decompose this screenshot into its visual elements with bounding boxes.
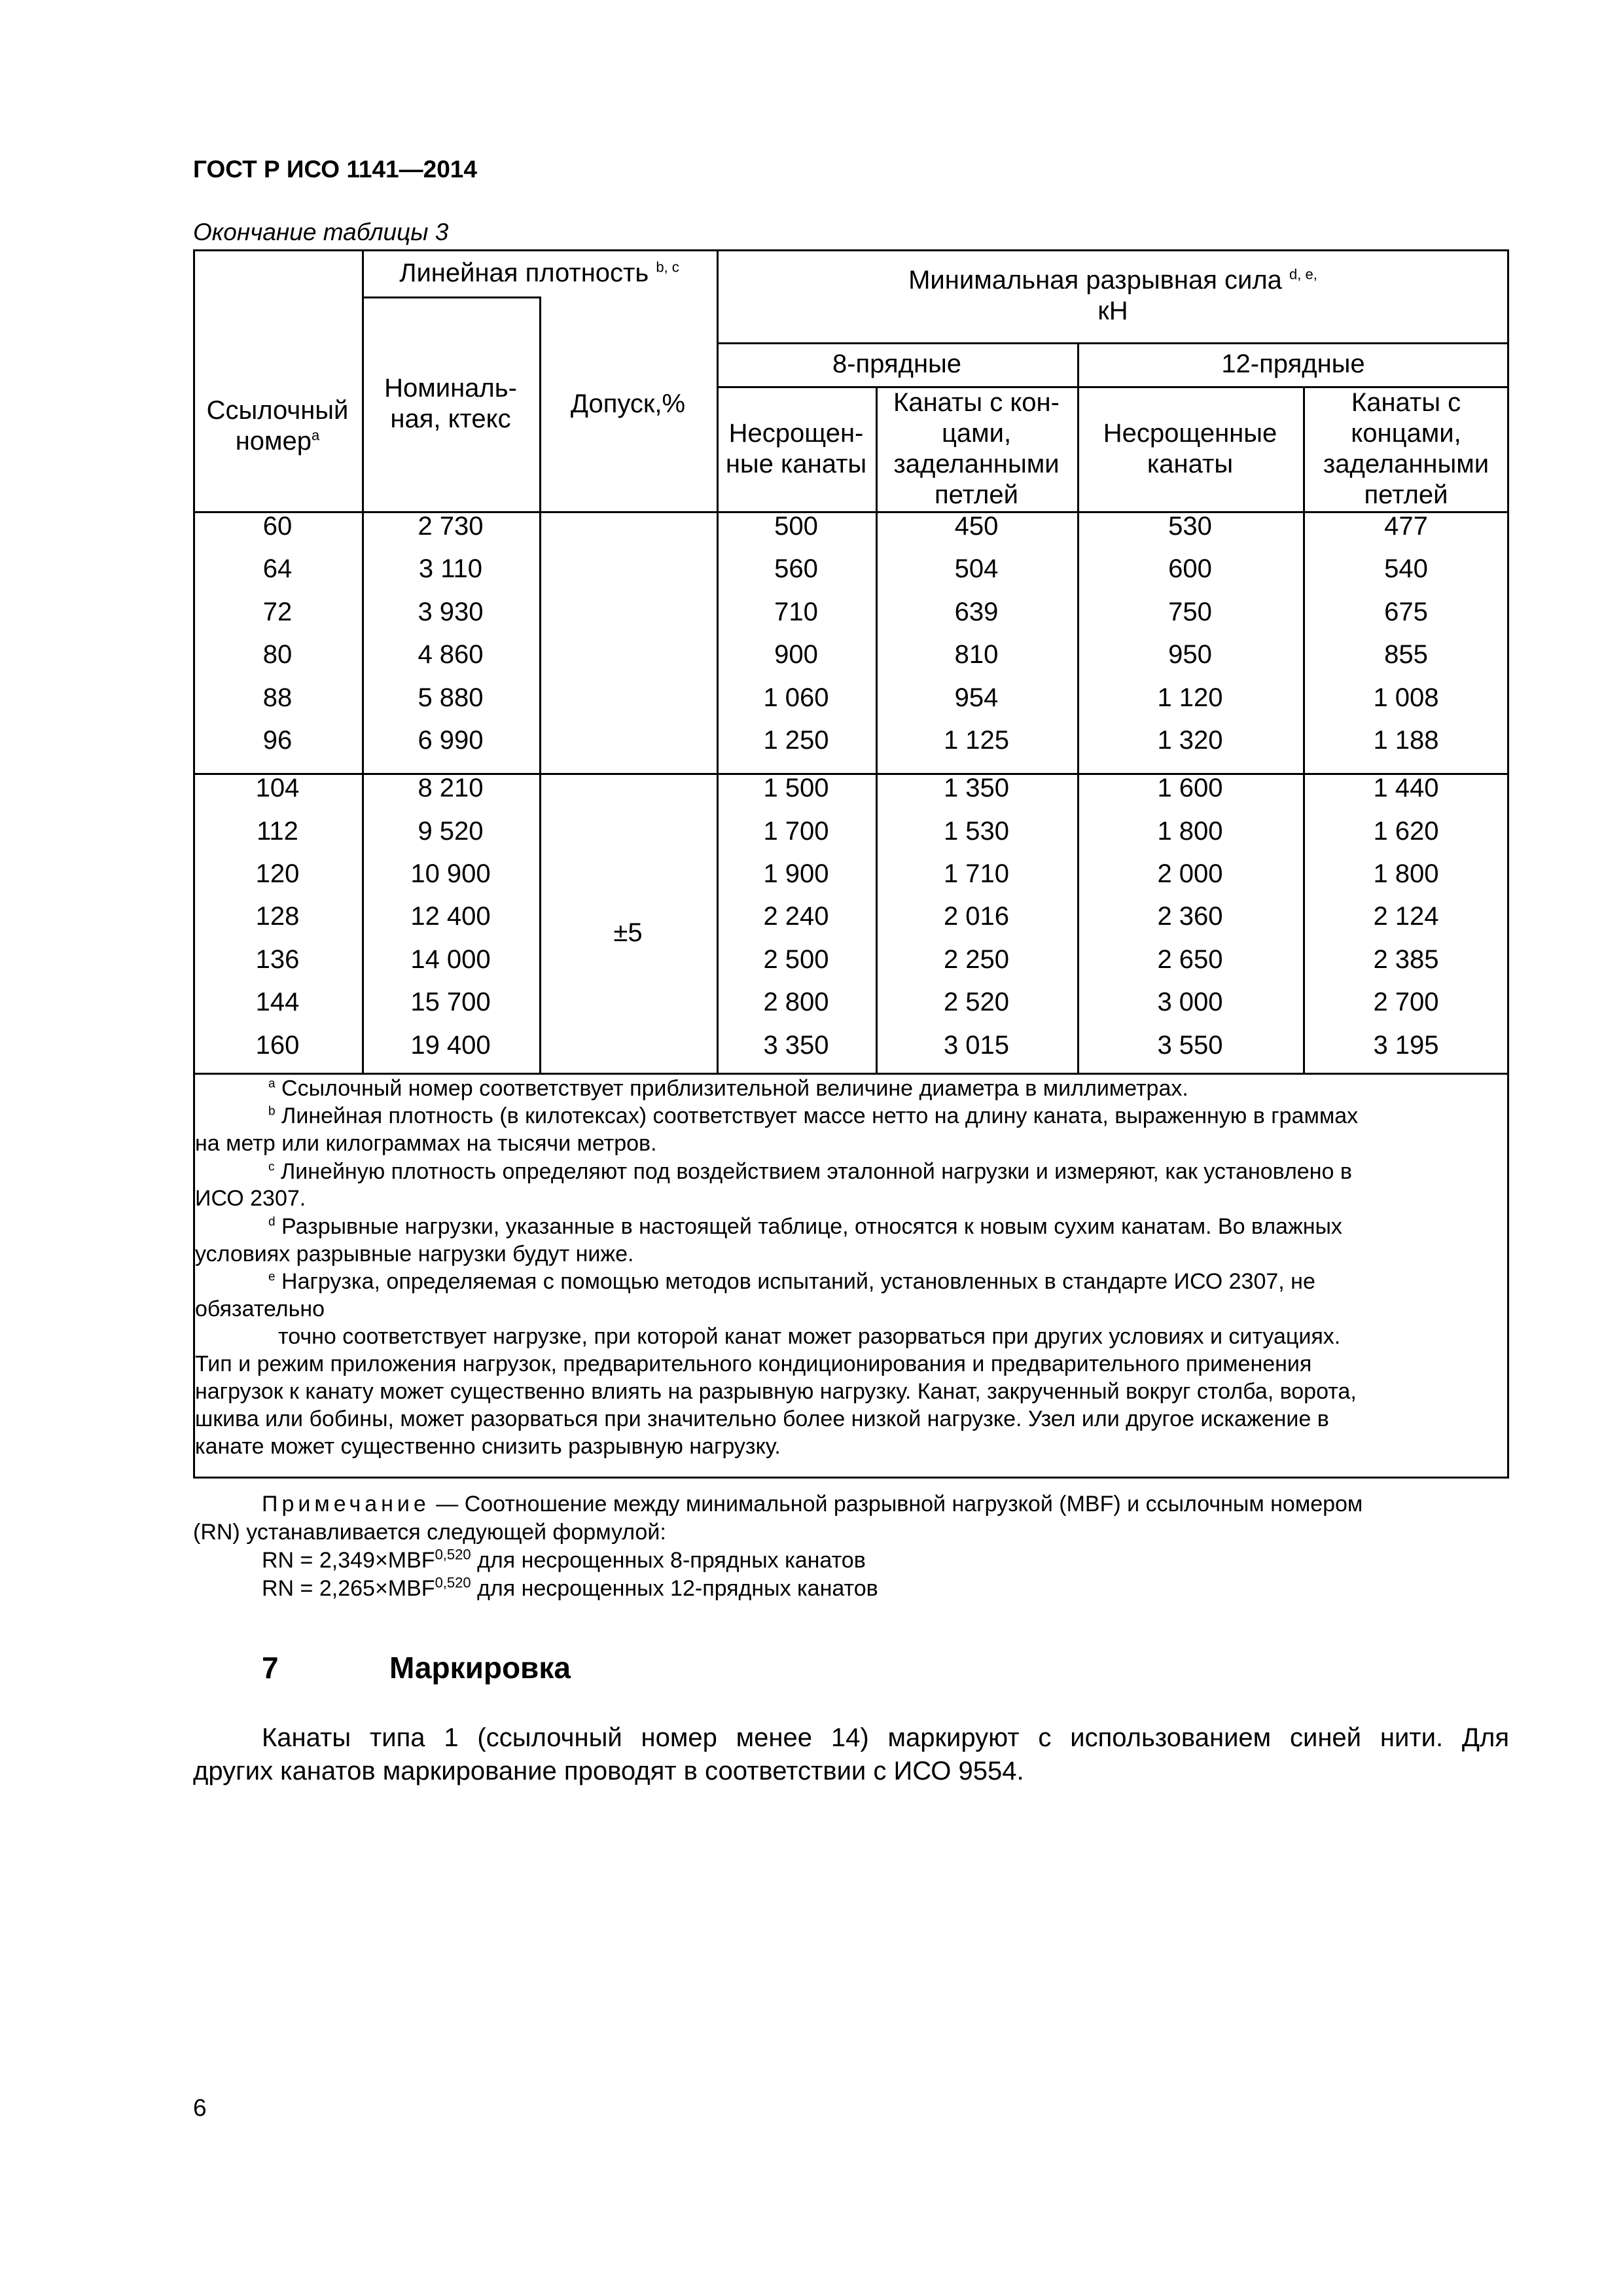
table-cell: 2 500 — [763, 945, 829, 974]
table-cell: 3 015 — [943, 1031, 1010, 1060]
table-cell: 1 620 — [1373, 817, 1439, 846]
table-cell: 639 — [954, 598, 999, 626]
col-nominal-header: Номиналь- ная, ктекс — [384, 374, 517, 433]
table-cell: 64 — [262, 554, 293, 583]
table-cell: 1 710 — [943, 859, 1010, 888]
table-cell: 1 250 — [763, 726, 829, 755]
footnote-e-cont4: нагрузок к канату может существенно влиять на разрывную нагрузку. Канат, закрученный вокруг столба, ворота, — [195, 1379, 1357, 1404]
table-cell: 2 385 — [1373, 945, 1439, 974]
table-cell: 2 800 — [763, 988, 829, 1016]
table-cell: 10 900 — [410, 859, 491, 888]
section-paragraph-line-2: других канатов маркирование проводят в соответствии с ИСО 9554. — [193, 1757, 1024, 1785]
col-ref-header: Ссылочный номер$^a$ — [206, 396, 349, 456]
col-8-strand-header: 8-прядные — [832, 350, 962, 378]
note-formula-2: RN = 2,265×MBF$^{0,520}$ для несрощенных 12-прядных канатов — [262, 1574, 878, 1601]
table-cell: 504 — [954, 554, 999, 583]
table-cell: 3 350 — [763, 1031, 829, 1060]
table-cell: 4 860 — [418, 640, 484, 669]
col-linear-density-header: Линейная плотность $^{b, c}$ — [399, 258, 679, 287]
footnote-a: $^a$ Ссылочный номер соответствует приблизительной величине диаметра в миллиметрах. — [268, 1076, 1188, 1101]
table-cell: 120 — [255, 859, 300, 888]
footnote-c-cont: ИСО 2307. — [195, 1186, 306, 1211]
table-cell: 900 — [774, 640, 818, 669]
footnote-b: $^b$ Линейная плотность (в килотексах) соответствует массе нетто на длину каната, выраженную в граммах — [268, 1103, 1359, 1128]
footnote-b-cont: на метр или килограммах на тысячи метров. — [195, 1131, 657, 1156]
section-title: Маркировка — [389, 1651, 571, 1685]
table-cell: 710 — [774, 598, 818, 626]
table-cell: 112 — [257, 817, 298, 846]
table-cell: 500 — [774, 512, 818, 541]
table-cell: 1 060 — [763, 683, 829, 712]
table-cell: 3 195 — [1373, 1031, 1439, 1060]
footnote-d: $^d$ Разрывные нагрузки, указанные в настоящей таблице, относятся к новым сухим канатам. Во влажных — [268, 1214, 1342, 1239]
col-8-unspliced-header: Несрощен- ные канаты — [725, 418, 867, 478]
table-cell: 3 110 — [418, 554, 483, 583]
table-cell: 88 — [262, 683, 293, 712]
table-cell: 600 — [1168, 554, 1212, 583]
table-cell: 128 — [255, 902, 300, 931]
footnote-e-cont1: обязательно — [195, 1297, 325, 1321]
footnote-e-cont2: точно соответствует нагрузке, при которой канат может разорваться при других условиях и ситуациях. — [278, 1324, 1341, 1349]
table-cell: 160 — [255, 1031, 300, 1060]
section-number: 7 — [262, 1651, 279, 1685]
table-cell: 810 — [954, 640, 999, 669]
table-cell: 60 — [262, 512, 293, 541]
table-cell: 954 — [954, 683, 999, 712]
table-cell: 3 000 — [1157, 988, 1223, 1016]
table-cell: 1 188 — [1373, 726, 1439, 755]
table-cell: 3 550 — [1157, 1031, 1223, 1060]
table-cell: 1 320 — [1157, 726, 1223, 755]
table-cell: 1 600 — [1157, 774, 1223, 802]
table-cell: 136 — [255, 945, 300, 974]
table-cell: 1 350 — [943, 774, 1010, 802]
table-cell: 1 125 — [943, 726, 1010, 755]
footnote-e-cont6: канате может существенно снизить разрывную нагрузку. — [195, 1434, 781, 1459]
note-formula-1: RN = 2,349×MBF$^{0,520}$ для несрощенных 8-прядных канатов — [262, 1546, 866, 1573]
table-cell: 2 124 — [1373, 902, 1439, 931]
table-caption: Окончание таблицы 3 — [193, 219, 449, 245]
table-cell: 6 990 — [418, 726, 484, 755]
table-cell: 2 240 — [763, 902, 829, 931]
col-tolerance-header: Допуск,% — [570, 389, 686, 418]
table-cell: 530 — [1168, 512, 1212, 541]
table-cell: 1 440 — [1373, 774, 1439, 802]
section-paragraph-line-1: Канаты типа 1 (ссылочный номер менее 14) маркируют с использованием синей нити. Для — [262, 1723, 1509, 1752]
table-cell: 96 — [262, 726, 293, 755]
table-cell: 1 530 — [943, 817, 1010, 846]
page-number: 6 — [193, 2094, 207, 2121]
table-cell: 477 — [1384, 512, 1428, 541]
table-cell: 2 700 — [1373, 988, 1439, 1016]
table-cell: 2 650 — [1157, 945, 1223, 974]
table-cell: 2 520 — [943, 988, 1010, 1016]
col-min-break-header: Минимальная разрывная сила $^{d, e,}$ кН — [908, 266, 1317, 325]
col-12-unspliced-header: Несрощенные канаты — [1103, 418, 1277, 478]
table-cell: 2 730 — [418, 512, 484, 541]
table-cell: 1 900 — [763, 859, 829, 888]
table-cell: 950 — [1168, 640, 1212, 669]
table-cell: 1 700 — [763, 817, 829, 846]
footnote-e-cont3: Тип и режим приложения нагрузок, предварительного кондиционирования и предварительного применения — [195, 1352, 1312, 1376]
table-cell: 8 210 — [418, 774, 484, 802]
table-cell: 14 000 — [410, 945, 491, 974]
table-cell: 104 — [255, 774, 300, 802]
table-cell: 450 — [954, 512, 999, 541]
table-cell: 2 000 — [1157, 859, 1223, 888]
table-cell: 1 800 — [1373, 859, 1439, 888]
table-cell: 2 250 — [943, 945, 1010, 974]
table-cell: 1 800 — [1157, 817, 1223, 846]
table-cell: 1 500 — [763, 774, 829, 802]
table-cell: 3 930 — [418, 598, 484, 626]
table-cell: 80 — [262, 640, 293, 669]
table-cell: 1 008 — [1373, 683, 1439, 712]
table-cell: 1 120 — [1157, 683, 1223, 712]
table-cell: 9 520 — [418, 817, 484, 846]
table-cell: 144 — [255, 988, 300, 1016]
table-cell: 12 400 — [410, 902, 491, 931]
footnote-e-cont5: шкива или бобины, может разорваться при значительно более низкой нагрузке. Узел или другое искажение в — [195, 1407, 1329, 1431]
table-cell: 750 — [1168, 598, 1212, 626]
table-cell: 855 — [1384, 640, 1428, 669]
col-12-strand-header: 12-прядные — [1221, 350, 1365, 378]
table-cell: 15 700 — [410, 988, 491, 1016]
note-line-1: Примечание — Соотношение между минимальной разрывной нагрузкой (MBF) и ссылочным номером — [262, 1492, 1363, 1516]
footnote-c: $^c$ Линейную плотность определяют под воздействием эталонной нагрузки и измеряют, как установлено в — [268, 1159, 1352, 1184]
table-cell: 560 — [774, 554, 818, 583]
table-cell: 5 880 — [418, 683, 484, 712]
table-cell: 540 — [1384, 554, 1428, 583]
footnote-d-cont: условиях разрывные нагрузки будут ниже. — [195, 1242, 634, 1266]
table-cell: 675 — [1384, 598, 1428, 626]
table-cell: 72 — [262, 598, 293, 626]
footnote-e: $^e$ Нагрузка, определяемая с помощью методов испытаний, установленных в стандарте ИСО 2307, не — [268, 1269, 1315, 1294]
table-cell: 19 400 — [410, 1031, 491, 1060]
col-8-spliced-header: Канаты с кон- цами, заделанными петлей — [893, 387, 1060, 509]
tolerance-value: ±5 — [613, 918, 643, 947]
table-cell: 2 016 — [943, 902, 1010, 931]
col-12-spliced-header: Канаты с концами, заделанными петлей — [1323, 387, 1489, 509]
note-line-2: (RN) устанавливается следующей формулой: — [193, 1520, 666, 1545]
table-cell: 2 360 — [1157, 902, 1223, 931]
document-id: ГОСТ Р ИСО 1141—2014 — [193, 156, 477, 183]
